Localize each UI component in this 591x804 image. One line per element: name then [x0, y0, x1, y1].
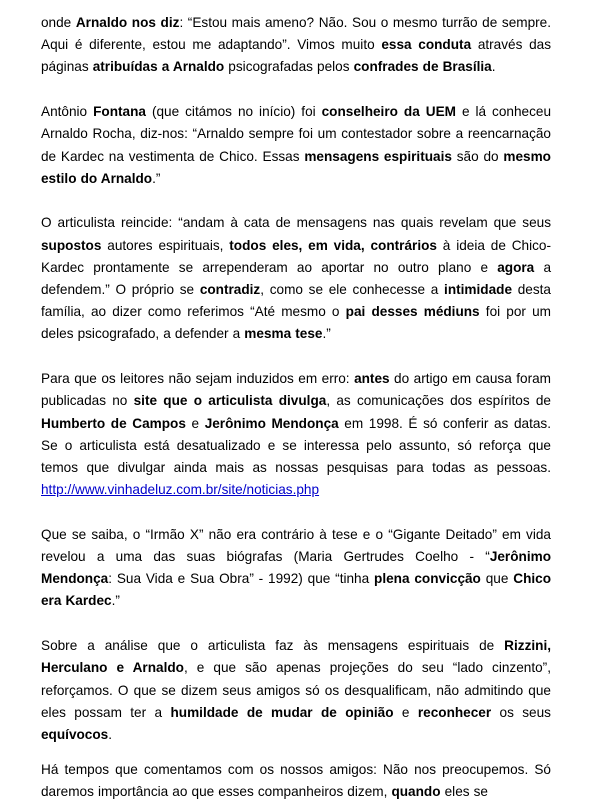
bold-text: plena convicção: [374, 571, 481, 587]
text-segment: e: [185, 415, 205, 431]
text-segment: e lá conheceu Arnaldo Rocha, diz-nos: “Arnaldo sempre foi um contestador sobre a reencarnação de Kardec na vestimenta de Chico. Essas: [41, 104, 552, 164]
text-segment: desta família, ao dizer como referimos “Até mesmo o: [41, 282, 551, 320]
text-segment: Antônio: [41, 104, 94, 120]
text-segment: e: [393, 704, 418, 720]
paragraph-4: [41, 368, 551, 501]
text-segment: do artigo em causa foram publicadas no: [41, 371, 551, 409]
bold-text: antes: [354, 371, 390, 387]
bold-text: Jerônimo Mendonça: [41, 549, 551, 587]
text-segment: através das páginas: [41, 37, 551, 75]
paragraph-spacer: [41, 346, 551, 369]
bold-text: Jerônimo Mendonça: [204, 415, 339, 431]
bold-text: atribuídas a Arnaldo: [92, 59, 225, 75]
paragraph-spacer: [41, 79, 551, 102]
bold-text: essa conduta: [381, 37, 472, 53]
text-segment: (que citámos no início) foi: [145, 104, 322, 120]
text-segment: onde: [41, 15, 76, 30]
text-segment: : Sua Vida e Sua Obra” - 1992) que “tinha: [108, 571, 375, 587]
bold-text: Arnaldo nos diz: [75, 15, 180, 30]
text-segment: .: [491, 59, 496, 75]
bold-text: mesmo estilo do Arnaldo: [41, 148, 551, 186]
text-segment: à ideia de Chico-Kardec prontamente se arrependeram ao aportar no outro plano e: [41, 237, 552, 275]
noticias-link[interactable]: http://www.vinhadeluz.com.br/site/noticias.php: [41, 482, 320, 498]
paragraph-spacer: [41, 613, 551, 636]
bold-text: mesma tese: [244, 326, 323, 342]
paragraph-3: [41, 212, 551, 345]
text-segment: , as comunicações dos espíritos de: [326, 393, 551, 409]
bold-text: site que o articulista divulga: [133, 393, 327, 409]
text-segment: O articulista reincide: “andam à cata de mensagens nas quais revelam que seus: [41, 215, 551, 231]
text-segment: Sobre a análise que o articulista faz às mensagens espirituais de: [41, 638, 505, 654]
bold-text: humildade de mudar de opinião: [170, 704, 394, 720]
bold-text: agora: [497, 259, 535, 275]
text-segment: .”: [111, 593, 120, 609]
bold-text: equívocos: [41, 726, 109, 742]
text-segment: Que se saiba, o “Irmão X” não era contrário à tese e o “Gigante Deitado” em vida revelou a uma das suas biógrafas (Maria Gertrudes Coelho - “: [41, 526, 551, 565]
bold-text: intimidade: [444, 282, 513, 298]
bold-text: contradiz: [199, 282, 261, 298]
paragraph-6: [41, 635, 551, 746]
bold-text: conselheiro da UEM: [321, 104, 456, 120]
bold-text: mensagens espirituais: [304, 148, 452, 164]
paragraph-5: [41, 524, 551, 613]
text-segment: eles se: [440, 784, 488, 800]
text-segment: a defendem.” O próprio se: [41, 259, 552, 298]
paragraph-spacer: [41, 190, 551, 213]
paragraph-spacer: [41, 501, 551, 524]
document-page: [41, 12, 551, 804]
text-segment: foi por um deles psicografado, a defender a: [41, 304, 551, 342]
text-segment: .”: [152, 170, 161, 186]
bold-text: confrades de Brasília: [353, 59, 492, 75]
text-segment: : “Estou mais ameno? Não. Sou o mesmo turrão de sempre. Aqui é diferente, estou me adaptando”. Vimos muito: [41, 15, 552, 53]
bold-text: Humberto de Campos: [41, 415, 186, 431]
text-segment: Há tempos que comentamos com os nossos amigos: Não nos preocupemos. Só daremos importância ao que esses companheiros dizem,: [41, 762, 551, 800]
text-segment: , e que são apenas projeções do seu “lado cinzento”, reforçamos. O que se dizem seus amigos só os desqualificam, não admitindo que eles possam ter a: [41, 660, 551, 720]
text-segment: que: [480, 571, 514, 587]
bold-text: Fontana: [93, 104, 146, 120]
paragraph-spacer: [41, 746, 551, 759]
bold-text: reconhecer: [417, 704, 492, 720]
text-segment: os seus: [491, 704, 551, 720]
paragraph-1: [41, 12, 551, 79]
paragraph-2: [41, 101, 551, 190]
text-segment: , como se ele conhecesse a: [260, 282, 445, 298]
text-segment: .”: [322, 326, 331, 342]
bold-text: pai desses médiuns: [345, 304, 480, 320]
bold-text: quando: [391, 784, 441, 800]
bold-text: Rizzini, Herculano e Arnaldo: [41, 638, 551, 676]
bold-text: supostos: [41, 237, 102, 253]
text-segment: em 1998. É só conferir as datas. Se o articulista está desatualizado e se interessa pelo assunto, só reforça que temos que divulgar ainda mais as nossas pesquisas para todas as pessoas.: [41, 415, 551, 475]
text-segment: são do: [451, 148, 504, 164]
text-segment: Para que os leitores não sejam induzidos em erro:: [41, 371, 355, 387]
text-segment: autores espirituais,: [101, 237, 230, 253]
text-segment: .: [108, 726, 113, 742]
text-segment: psicografadas pelos: [224, 59, 354, 75]
bold-text: Chico era Kardec: [41, 571, 552, 609]
bold-text: todos eles, em vida, contrários: [229, 237, 437, 253]
paragraph-7: [41, 759, 551, 803]
